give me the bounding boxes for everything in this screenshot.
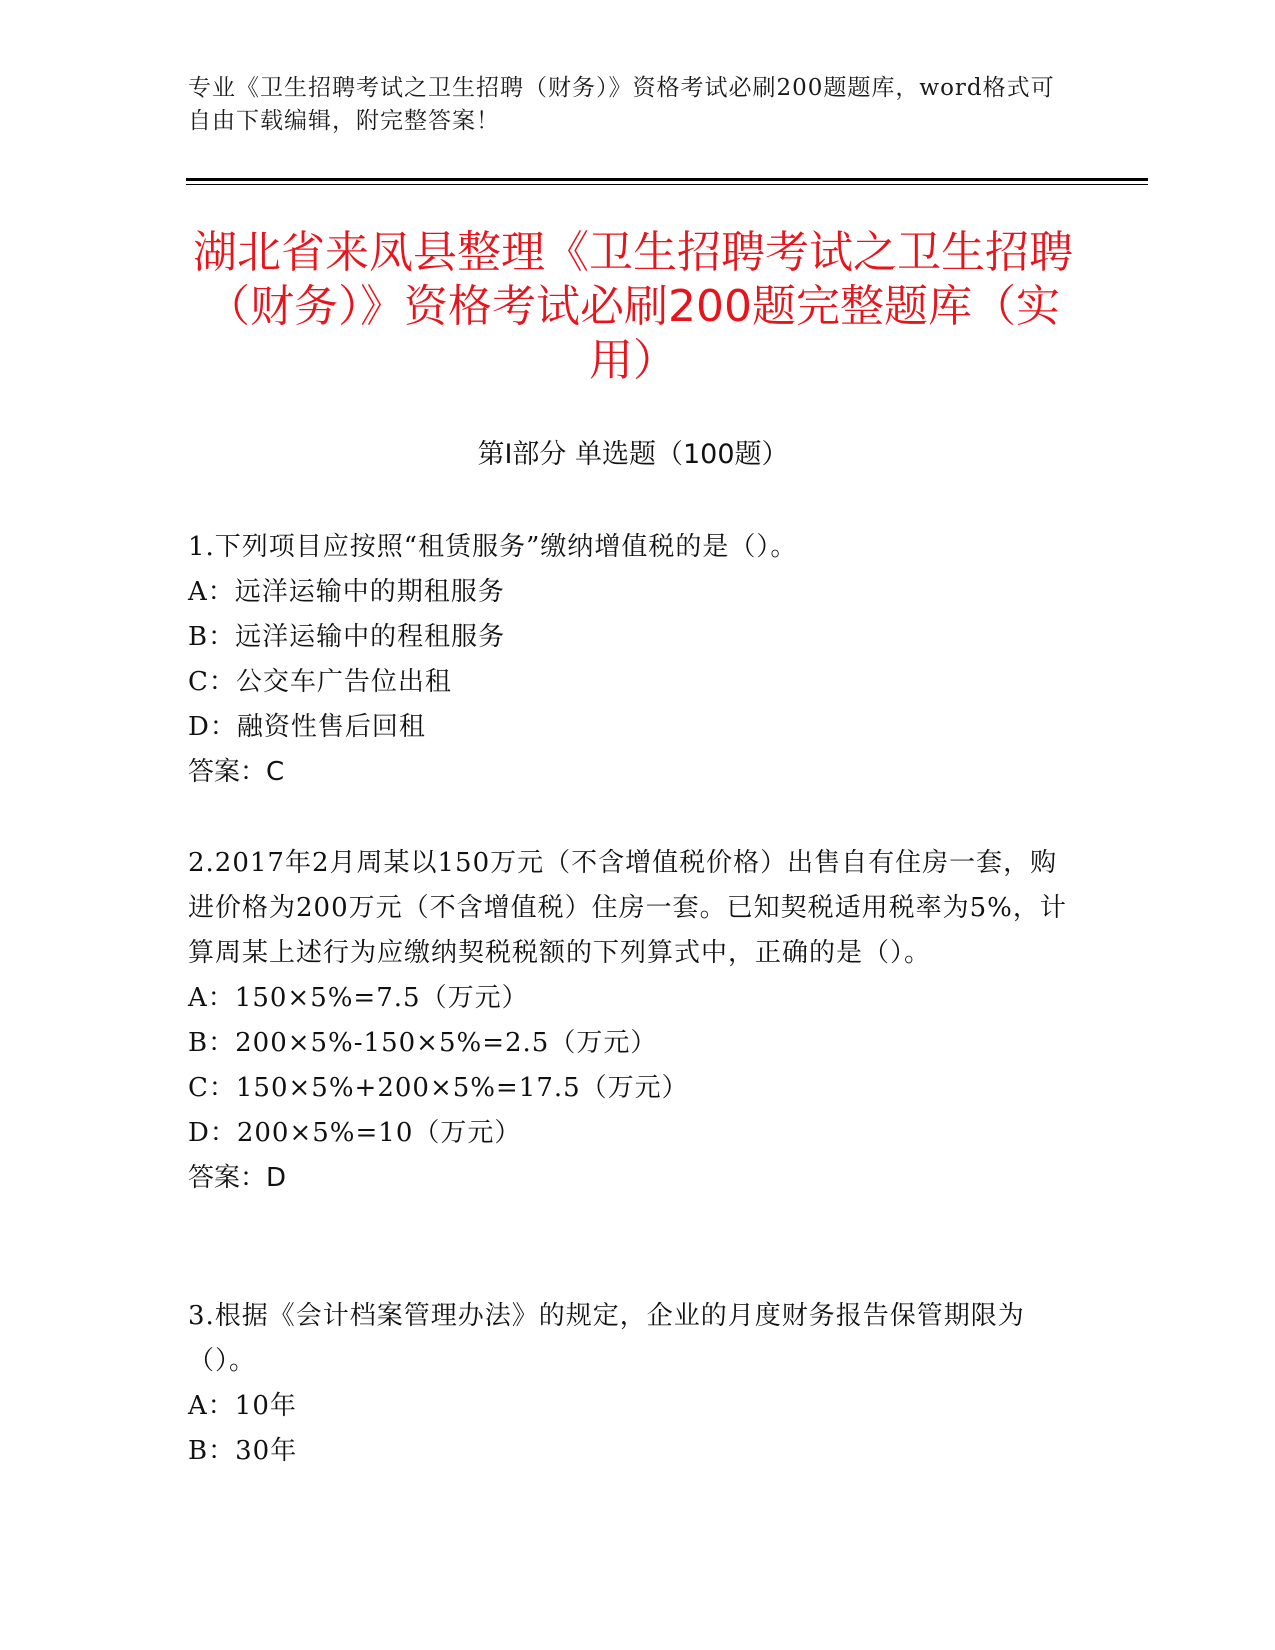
section-title: 第Ⅰ部分 单选题（100题） [477, 439, 789, 470]
option-a: A：10年 [188, 1391, 297, 1421]
answer: 答案：C [188, 757, 285, 787]
document-title: 湖北省来凤县整理《卫生招聘考试之卫生招聘（财务）》资格考试必刷200题完整题库（实用） [193, 227, 1073, 386]
option-c: C：公交车广告位出租 [188, 667, 452, 697]
option-c: C：150×5%+200×5%=17.5（万元） [188, 1073, 689, 1103]
option-b: B：远洋运输中的程租服务 [188, 622, 506, 652]
question-stem: 1.下列项目应按照“租赁服务”缴纳增值税的是（）。 [188, 532, 798, 562]
option-a: A：150×5%=7.5（万元） [188, 983, 529, 1013]
option-b: B：200×5%-150×5%=2.5（万元） [188, 1028, 658, 1058]
question-stem: 3.根据《会计档案管理办法》的规定，企业的月度财务报告保管期限为（）。 [188, 1301, 1025, 1376]
answer: 答案：D [188, 1163, 287, 1193]
header-divider-thin [186, 184, 1148, 185]
question-2 [188, 841, 1068, 1201]
header-divider-thick [186, 178, 1148, 181]
option-d: D：融资性售后回租 [188, 712, 426, 742]
option-d: D：200×5%=10（万元） [188, 1118, 522, 1148]
question-3 [188, 1294, 1068, 1474]
question-1 [188, 525, 1068, 795]
option-a: A：远洋运输中的期租服务 [188, 577, 505, 607]
option-b: B：30年 [188, 1436, 298, 1466]
question-stem: 2.2017年2月周某以150万元（不含增值税价格）出售自有住房一套，购进价格为200万元（不含增值税）住房一套。已知契税适用税率为5%，计算周某上述行为应缴纳契税税额的下列算式中，正确的是（）。 [188, 848, 1067, 968]
header-note: 专业《卫生招聘考试之卫生招聘（财务）》资格考试必刷200题题库，word格式可自由下载编辑，附完整答案！ [188, 75, 1055, 134]
